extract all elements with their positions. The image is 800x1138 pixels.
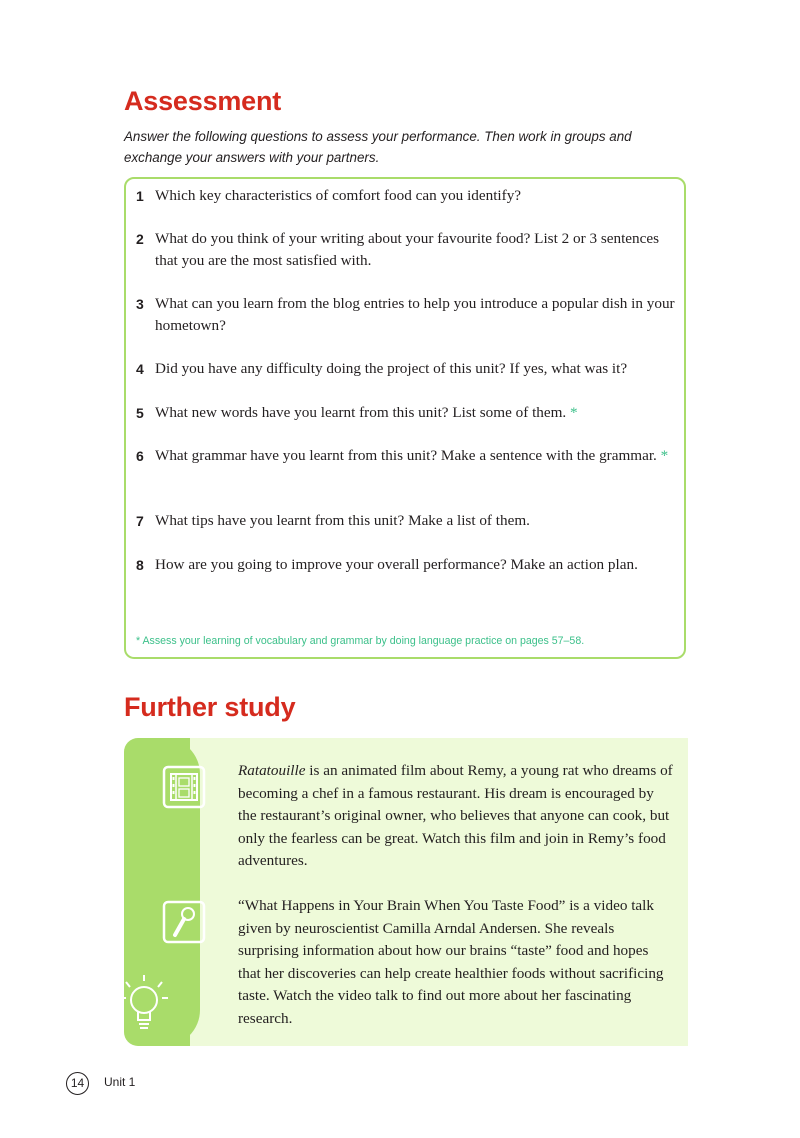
film-recommendation <box>238 760 674 873</box>
question-number: 6 <box>136 448 144 464</box>
light-bulb-icon <box>118 970 178 1036</box>
question-number: 4 <box>136 361 144 377</box>
question-number: 5 <box>136 405 144 421</box>
question-item <box>136 554 681 576</box>
film-title: Ratatouille <box>238 762 306 779</box>
question-number: 1 <box>136 188 144 204</box>
assessment-intro: Answer the following questions to assess your performance. Then work in groups and exchange your answers with your partners. <box>124 129 632 165</box>
question-number: 3 <box>136 296 144 312</box>
question-text: What tips have you learnt from this unit? Make a list of them. <box>155 512 530 529</box>
question-item <box>136 402 681 424</box>
question-text: What grammar have you learnt from this unit? Make a sentence with the grammar. <box>155 447 657 464</box>
question-number: 2 <box>136 231 144 247</box>
question-text: Did you have any difficulty doing the project of this unit? If yes, what was it? <box>155 360 628 377</box>
question-item <box>136 293 681 337</box>
question-item <box>136 228 681 272</box>
film-strip-icon <box>162 765 206 809</box>
question-number: 7 <box>136 513 144 529</box>
question-text: How are you going to improve your overall performance? Make an action plan. <box>155 556 638 573</box>
question-number: 8 <box>136 557 144 573</box>
talk-recommendation: “What Happens in Your Brain When You Taste Food” is a video talk given by neuroscientist Camilla Arndal Andersen. She reveals surprising information about how our brains “taste” food and hopes that her discoveries can help create healthier foods without sacrificing taste. Watch the video talk to find out more about her fascinating research. <box>238 897 664 1027</box>
microphone-icon <box>162 900 206 944</box>
question-text: Which key characteristics of comfort food can you identify? <box>155 187 522 204</box>
question-item <box>136 445 681 467</box>
question-item <box>136 185 681 207</box>
questions-box <box>124 177 686 659</box>
question-text: What can you learn from the blog entries to help you introduce a popular dish in your hometown? <box>155 295 675 334</box>
footnote: * Assess your learning of vocabulary and grammar by doing language practice on pages 57–58. <box>136 635 585 647</box>
vocab-asterisk: * <box>570 404 578 421</box>
question-text: What do you think of your writing about your favourite food? List 2 or 3 sentences that you are the most satisfied with. <box>155 230 660 269</box>
question-item <box>136 358 681 380</box>
grammar-asterisk: * <box>660 447 669 464</box>
further-study-heading: Further study <box>124 692 296 722</box>
unit-label: Unit 1 <box>104 1075 136 1089</box>
assessment-heading: Assessment <box>124 86 282 116</box>
question-item <box>136 510 681 532</box>
page-number: 14 <box>66 1072 89 1095</box>
film-description: is an animated film about Remy, a young rat who dreams of becoming a chef in a famous restaurant. His dream is encouraged by the restaurant’s original owner, who believes that anyone can cook, but only the fearless can be great. Watch this film and join in Remy’s food adventures. <box>238 762 673 870</box>
question-text: What new words have you learnt from this unit? List some of them. <box>155 404 567 421</box>
